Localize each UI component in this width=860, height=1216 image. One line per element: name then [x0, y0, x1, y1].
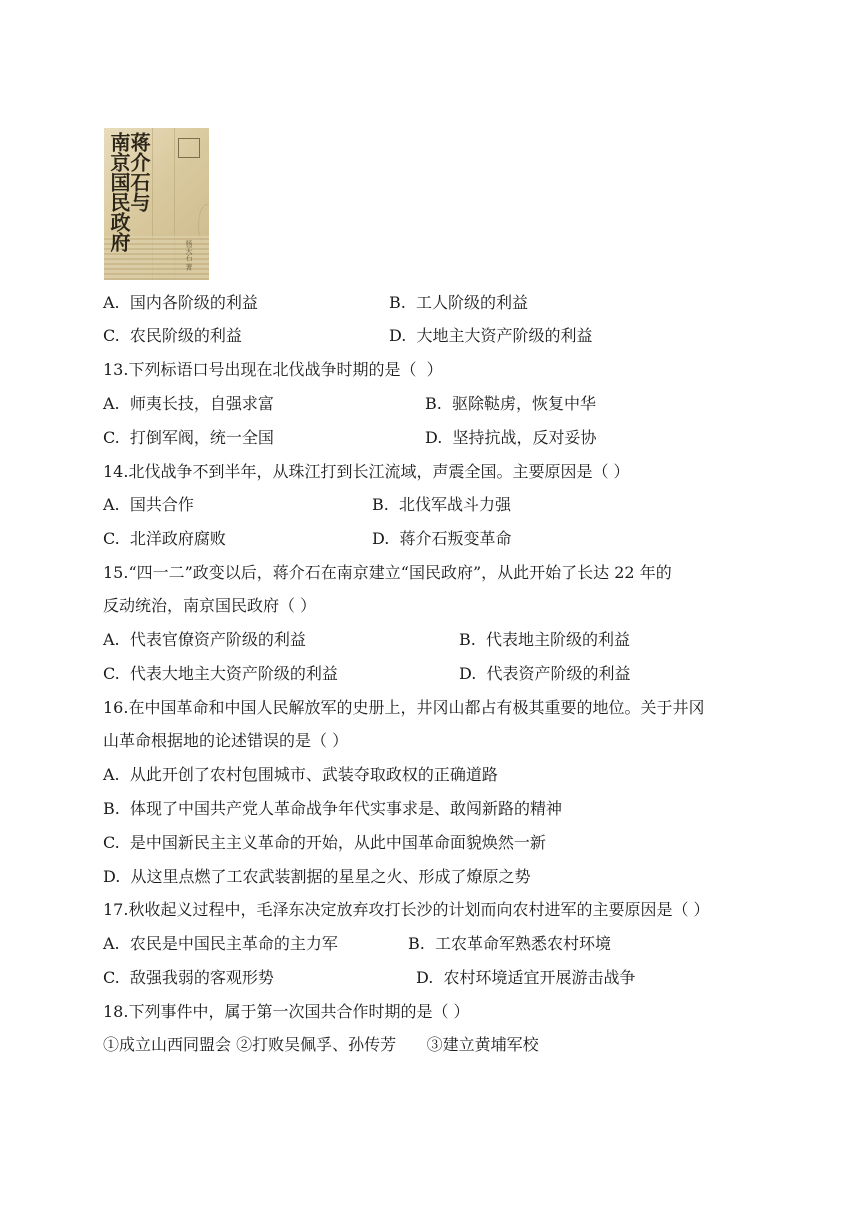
- q15-option-b: B. 代表地主阶级的利益: [459, 630, 631, 649]
- q17-stem: 17.秋收起义过程中，毛泽东决定放弃攻打长沙的计划而向农村进军的主要原因是（ ）: [103, 900, 710, 919]
- q15-option-a: A. 代表官僚资产阶级的利益: [103, 630, 306, 649]
- q13-stem: 13.下列标语口号出现在北伐战争时期的是（ ）: [103, 360, 443, 379]
- book-cover-image: [104, 128, 209, 280]
- q12-option-c: C. 农民阶级的利益: [103, 326, 242, 345]
- q15-option-c: C. 代表大地主大资产阶级的利益: [103, 664, 338, 683]
- q15-stem-line1: 15.“四一二”政变以后，蒋介石在南京建立“国民政府”，从此开始了长达 22 年的: [103, 563, 672, 582]
- q17-option-c: C. 敌强我弱的客观形势: [103, 968, 274, 987]
- cover-stamp: [178, 138, 200, 158]
- q14-option-a: A. 国共合作: [103, 495, 194, 514]
- q15-stem-line2: 反动统治，南京国民政府（ ）: [103, 596, 317, 615]
- q17-option-d: D. 农村环境适宜开展游击战争: [416, 968, 636, 987]
- q14-stem: 14.北伐战争不到半年，从珠江打到长江流域，声震全国。主要原因是（ ）: [103, 462, 630, 481]
- q13-option-a: A. 师夷长技，自强求富: [103, 394, 274, 413]
- q14-option-c: C. 北洋政府腐败: [103, 529, 226, 548]
- q17-option-a: A. 农民是中国民主革命的主力军: [103, 934, 338, 953]
- q18-stem: 18.下列事件中，属于第一次国共合作时期的是（ ）: [103, 1002, 470, 1021]
- q13-option-d: D. 坚持抗战，反对妥协: [425, 428, 597, 447]
- q16-option-d: D. 从这里点燃了工农武装割据的星星之火、形成了燎原之势: [103, 867, 531, 886]
- q18-items: ①成立山西同盟会 ②打败吴佩孚、孙传芳 ③建立黄埔军校: [103, 1035, 539, 1054]
- q16-stem-line2: 山革命根据地的论述错误的是（ ）: [103, 731, 349, 750]
- q13-option-c: C. 打倒军阀，统一全国: [103, 428, 274, 447]
- cover-author: 杨天石 著: [185, 240, 193, 271]
- q14-option-d: D. 蒋介石叛变革命: [372, 529, 512, 548]
- q13-option-b: B. 驱除鞑虏，恢复中华: [425, 394, 597, 413]
- q16-option-b: B. 体现了中国共产党人革命战争年代实事求是、敢闯新路的精神: [103, 799, 563, 818]
- q15-option-d: D. 代表资产阶级的利益: [459, 664, 631, 683]
- q12-option-a: A. 国内各阶级的利益: [103, 293, 258, 312]
- q16-stem-line1: 16.在中国革命和中国人民解放军的史册上，井冈山都占有极其重要的地位。关于井冈: [103, 698, 705, 717]
- cover-title-right: 蒋介石与: [127, 132, 151, 212]
- q16-option-c: C. 是中国新民主主义革命的开始，从此中国革命面貌焕然一新: [103, 833, 546, 852]
- q14-option-b: B. 北伐军战斗力强: [372, 495, 512, 514]
- q12-option-d: D. 大地主大资产阶级的利益: [389, 326, 593, 345]
- q12-option-b: B. 工人阶级的利益: [389, 293, 529, 312]
- q17-option-b: B. 工农革命军熟悉农村环境: [408, 934, 612, 953]
- q16-option-a: A. 从此开创了农村包围城市、武装夺取政权的正确道路: [103, 765, 498, 784]
- cover-title-left: 南京国民政府: [107, 132, 131, 252]
